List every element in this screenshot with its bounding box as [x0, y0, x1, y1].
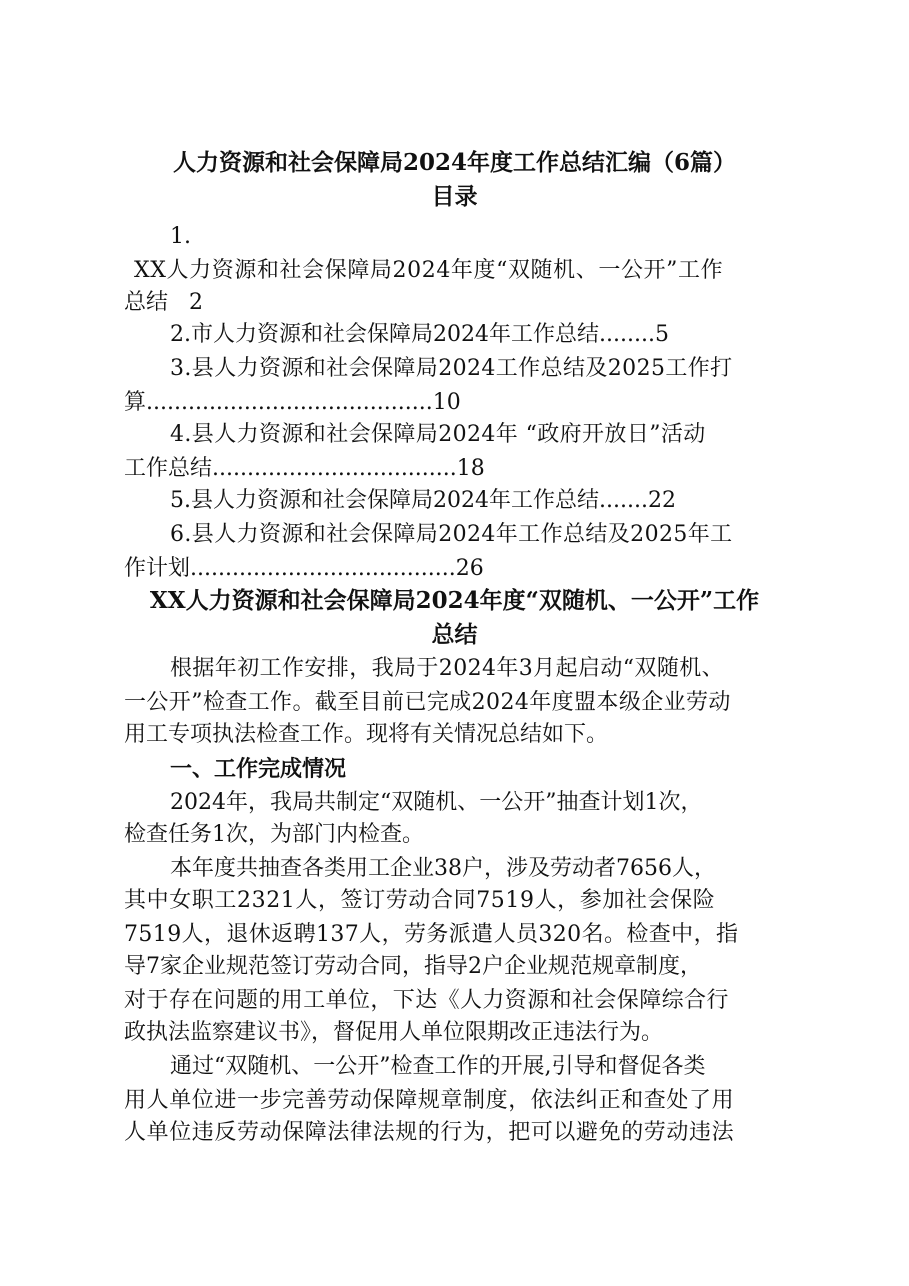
toc-item-6-title: 县人力资源和社会保障局2024年工作总结及2025年工: [191, 522, 733, 547]
para2-line-3: 7519人，退休返聘137人，劳务派遣人员320名。检查中，指: [124, 922, 739, 947]
toc-heading: 目录: [431, 183, 478, 210]
para3-line-2: 用人单位进一步完善劳动保障规章制度，依法纠正和查处了用: [124, 1088, 735, 1113]
toc-item-1-continuation: [124, 286, 203, 320]
para3-line-1: 通过“双随机、一公开”检查工作的开展,引导和督促各类: [170, 1054, 706, 1079]
document-title: 人力资源和社会保障局2024年度工作总结汇编（6篇）: [172, 149, 737, 176]
para2-line-4: 导7家企业规范签订劳动合同，指导2户企业规范规章制度，: [124, 954, 702, 979]
article-title: XX人力资源和社会保障局2024年度“双随机、一公开”工作: [149, 587, 760, 614]
toc-item-2-number: 2.: [170, 322, 191, 347]
toc-item-3: [170, 352, 733, 386]
toc-item-1-number: 1.: [170, 224, 191, 249]
toc-item-4-number: 4.: [170, 422, 192, 447]
toc-item-2-page: 5: [654, 322, 669, 347]
toc-item-1-page: 2: [189, 290, 204, 315]
intro-line-3: 用工专项执法检查工作。现将有关情况总结如下。: [124, 722, 609, 747]
toc-item-2: [170, 318, 669, 352]
toc-item-1-title: XX人力资源和社会保障局2024年度“双随机、一公开”工作: [134, 258, 724, 283]
toc-item-3-continuation: [124, 386, 461, 420]
para3-line-3: 人单位违反劳动保障法律法规的行为，把可以避免的劳动违法: [124, 1120, 735, 1145]
section-heading: 一、工作完成情况: [170, 756, 347, 782]
toc-item-5-number: 5.: [170, 488, 191, 513]
toc-item-6-number: 6.: [170, 522, 192, 547]
toc-item-6-page: 26: [455, 556, 484, 581]
toc-item-6-title-end: 作计划......................................: [124, 556, 456, 581]
toc-item-2-title: 市人力资源和社会保障局2024年工作总结........: [191, 322, 655, 347]
toc-item-4-title: 县人力资源和社会保障局2024年 “政府开放日”活动: [191, 422, 706, 447]
para2-line-6: 政执法监察建议书》，督促用人单位限期改正违法行为。: [124, 1020, 664, 1045]
article-title-end: 总结: [431, 621, 478, 648]
para2-line-1: 本年度共抽查各类用工企业38户，涉及劳动者7656人，: [170, 856, 716, 881]
toc-item-5: [170, 484, 676, 518]
para2-line-5: 对于存在问题的用工单位，下达《人力资源和社会保障综合行: [124, 988, 729, 1013]
para2-line-2: 其中女职工2321人，签订劳动合同7519人，参加社会保险: [124, 888, 716, 913]
para1-line-2: 检查任务1次，为部门内检查。: [124, 822, 424, 847]
toc-item-6: [170, 518, 733, 552]
toc-item-3-title: 县人力资源和社会保障局2024工作总结及2025工作打: [191, 356, 733, 381]
para1-line-1: 2024年，我局共制定“双随机、一公开”抽查计划1次，: [170, 790, 703, 815]
toc-item-4-page: 18: [456, 456, 485, 481]
toc-item-3-title-end: 算.........................................: [124, 390, 433, 415]
intro-line-1: 根据年初工作安排，我局于2024年3月起启动“双随机、: [170, 656, 725, 681]
toc-item-6-continuation: [124, 552, 484, 586]
toc-item-4: [170, 418, 706, 452]
toc-item-3-page: 10: [432, 390, 461, 415]
toc-item-1-title-end: 总结: [124, 290, 169, 315]
intro-line-2: 一公开”检查工作。截至目前已完成2024年度盟本级企业劳动: [124, 690, 731, 715]
toc-item-5-title: 县人力资源和社会保障局2024年工作总结.......: [191, 488, 648, 513]
toc-item-4-continuation: [124, 452, 485, 486]
toc-item-4-title-end: 工作总结...................................: [124, 456, 457, 481]
toc-item-3-number: 3.: [170, 356, 192, 381]
toc-item-5-page: 22: [647, 488, 676, 513]
